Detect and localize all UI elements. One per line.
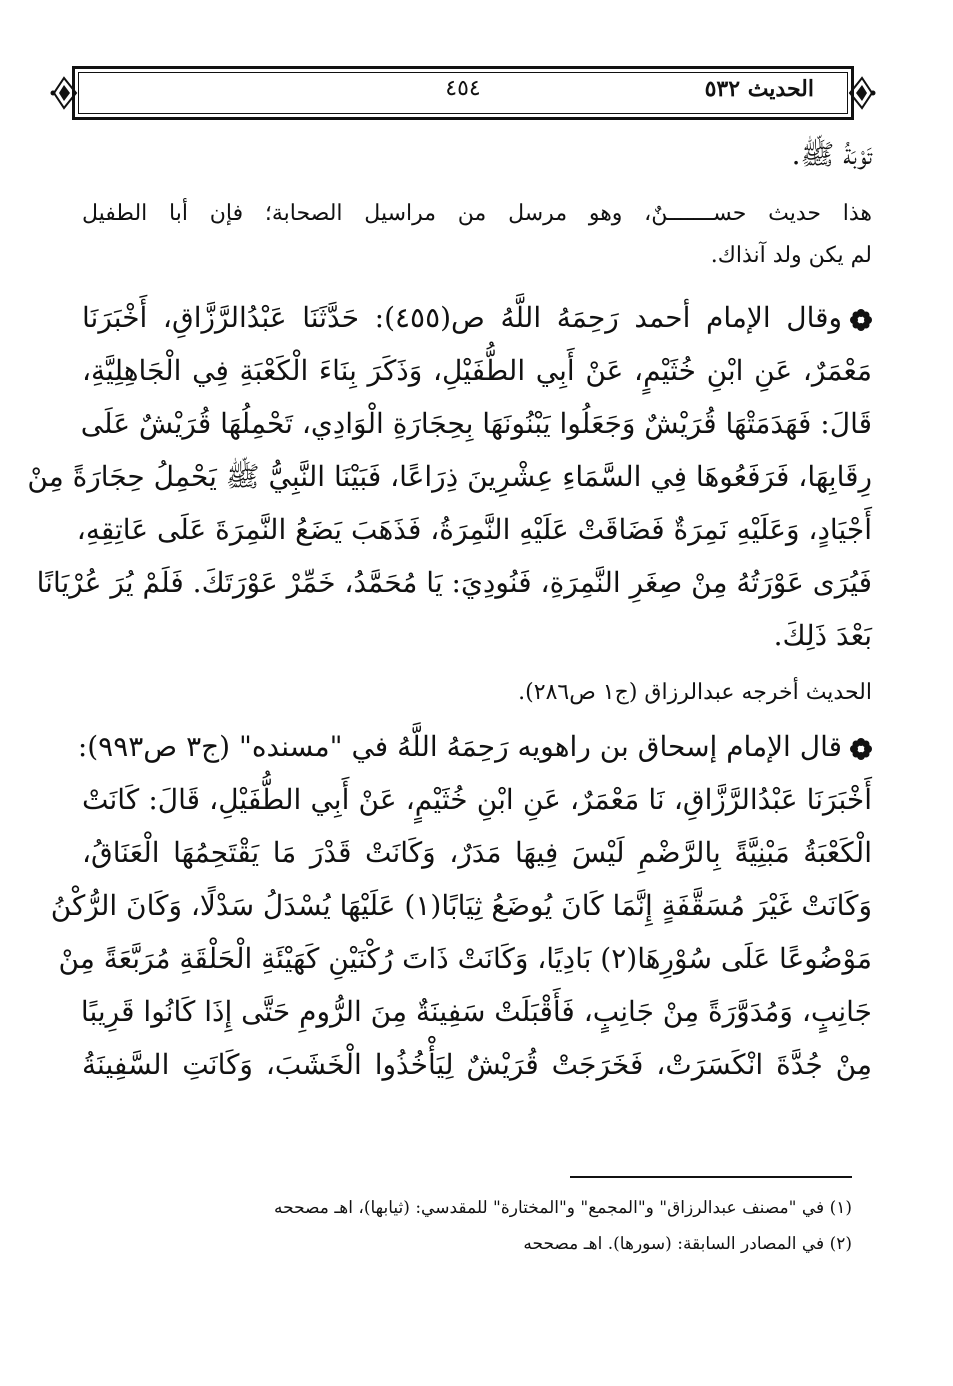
text-line: وَكَانَتْ غَيْرَ مُسَقَّفَةٍ إِنَّمَا كَانَ يُوضَعُ ثِيَابًا(١) عَلَيْهَا يُسْدَلُ سَدْلًا، وَكَانَ الرُّكْنُ [50, 889, 872, 922]
text-line-with-flower [77, 720, 872, 773]
text-line: لم يكن ولد آنذاك. [710, 243, 872, 268]
text-line: جَانِبٍ، وَمُدَوَّرَةً مِنْ جَانِبٍ، فَأَقْبَلَتْ سَفِينَةٌ مِنَ الرُّومِ حَتَّى إِذَا كَانُوا قَرِيبًا [80, 995, 872, 1028]
hadith-paragraph [50, 720, 872, 1091]
text-line: قَالَ: فَهَدَمَتْهَا قُرَيْشٌ وَجَعَلُوا يَبْنُونَهَا بِحِجَارَةِ الْوَادِي، تَحْمِلُهَا قُرَيْشٌ عَلَى [80, 407, 872, 440]
page-number: ٤٥٤ [445, 76, 481, 101]
text-line: فَيُرَى عَوْرَتُهُ مِنْ صِغَرِ النَّمِرَةِ، فَنُودِيَ: يَا مُحَمَّدُ، خَمِّرْ عَوْرَتَكَ. فَلَمْ يُرَ عُرْيَانًا [36, 566, 872, 599]
text-line: تَوْبَةُ ﷺ. [791, 138, 872, 171]
source-note: الحديث أخرجه عبدالرزاق (ج١ ص٢٨٦). [518, 680, 872, 705]
hadith-paragraph [27, 291, 872, 662]
text-line: مَعْمَرٌ، عَنِ ابْنِ خُثَيْمٍ، عَنْ أَبِي الطُّفَيْلِ، وَذَكَرَ بِنَاءَ الْكَعْبَةِ فِي الْجَاهِلِيَّةِ، [82, 354, 872, 387]
text-line: أَخْبَرَنَا عَبْدُالرَّزَّاقِ، نَا مَعْمَرٌ، عَنِ ابْنِ خُثَيْمٍ، عَنْ أَبِي الطُّفَيْلِ، قَالَ: كَانَتْ [82, 783, 872, 816]
flower-bullet-icon [850, 309, 872, 331]
text-line: مَوْضُوعًا عَلَى سُوْرِهَا(٢) بَادِيًا، وَكَانَتْ ذَاتَ رُكْنَيْنِ كَهَيْئَةِ الْحَلْقَةِ مُرَبَّعَةً مِنْ [58, 942, 872, 975]
footnote: (١) في "مصنف عبدالرزاق" و"المجمع" و"المختارة" للمقدسي: (ثيابها)، اهـ مصححه [274, 1198, 852, 1218]
text-line-with-flower [82, 291, 872, 344]
footnotes [200, 1190, 852, 1262]
footnote: (٢) في المصادر السابقة: (سورها). اهـ مصححه [523, 1234, 852, 1254]
page-header [50, 66, 876, 120]
chapter-title: الحديث ٥٣٢ [704, 76, 814, 102]
page-body [27, 128, 872, 1091]
text-line: هذا حديث حســـــــنٌ، وهو مرسل من مراسيل الصحابة؛ فإن أبا الطفيل [82, 201, 872, 226]
flower-bullet-icon [850, 738, 872, 760]
text-line: الْكَعْبَةُ مَبْنِيَّةً بِالرَّضْمِ لَيْسَ فِيهَا مَدَرٌ، وَكَانَتْ قَدْرَ مَا يَقْتَحِمُهَا الْعَنَاقُ، [82, 836, 872, 869]
commentary-paragraph [82, 193, 872, 277]
text-line: قال الإمام إسحاق بن راهويه رَحِمَهُ اللَّهُ في "مسنده" (ج٣ ص٩٩٣): [77, 730, 842, 763]
text-line: رِقَابِهَا، فَرَفَعُوهَا فِي السَّمَاءِ عِشْرِينَ ذِرَاعًا، فَبَيْنَا النَّبِيُّ ﷺ يَحْمِلُ حِجَارَةً مِنْ [27, 460, 872, 493]
text-line: أَجْيَادٍ، وَعَلَيْهِ نَمِرَةٌ فَضَاقَتْ عَلَيْهِ النَّمِرَةُ، فَذَهَبَ يَضَعُ النَّمِرَةَ عَلَى عَاتِقِهِ، [76, 513, 872, 546]
text-line: مِنْ جُدَّةَ انْكَسَرَتْ، فَخَرَجَتْ قُرَيْشٌ لِيَأْخُذُوا الْخَشَبَ، وَكَانَتِ السَّفِينَةُ [82, 1048, 872, 1081]
text-line: بَعْدَ ذَلِكَ. [773, 619, 872, 652]
text-line: وقال الإمام أحمد رَحِمَهُ اللَّهُ ص(٤٥٥): حَدَّثَنَا عَبْدُالرَّزَّاقِ، أَخْبَرَنَا [82, 301, 843, 334]
footnote-divider [570, 1176, 852, 1178]
